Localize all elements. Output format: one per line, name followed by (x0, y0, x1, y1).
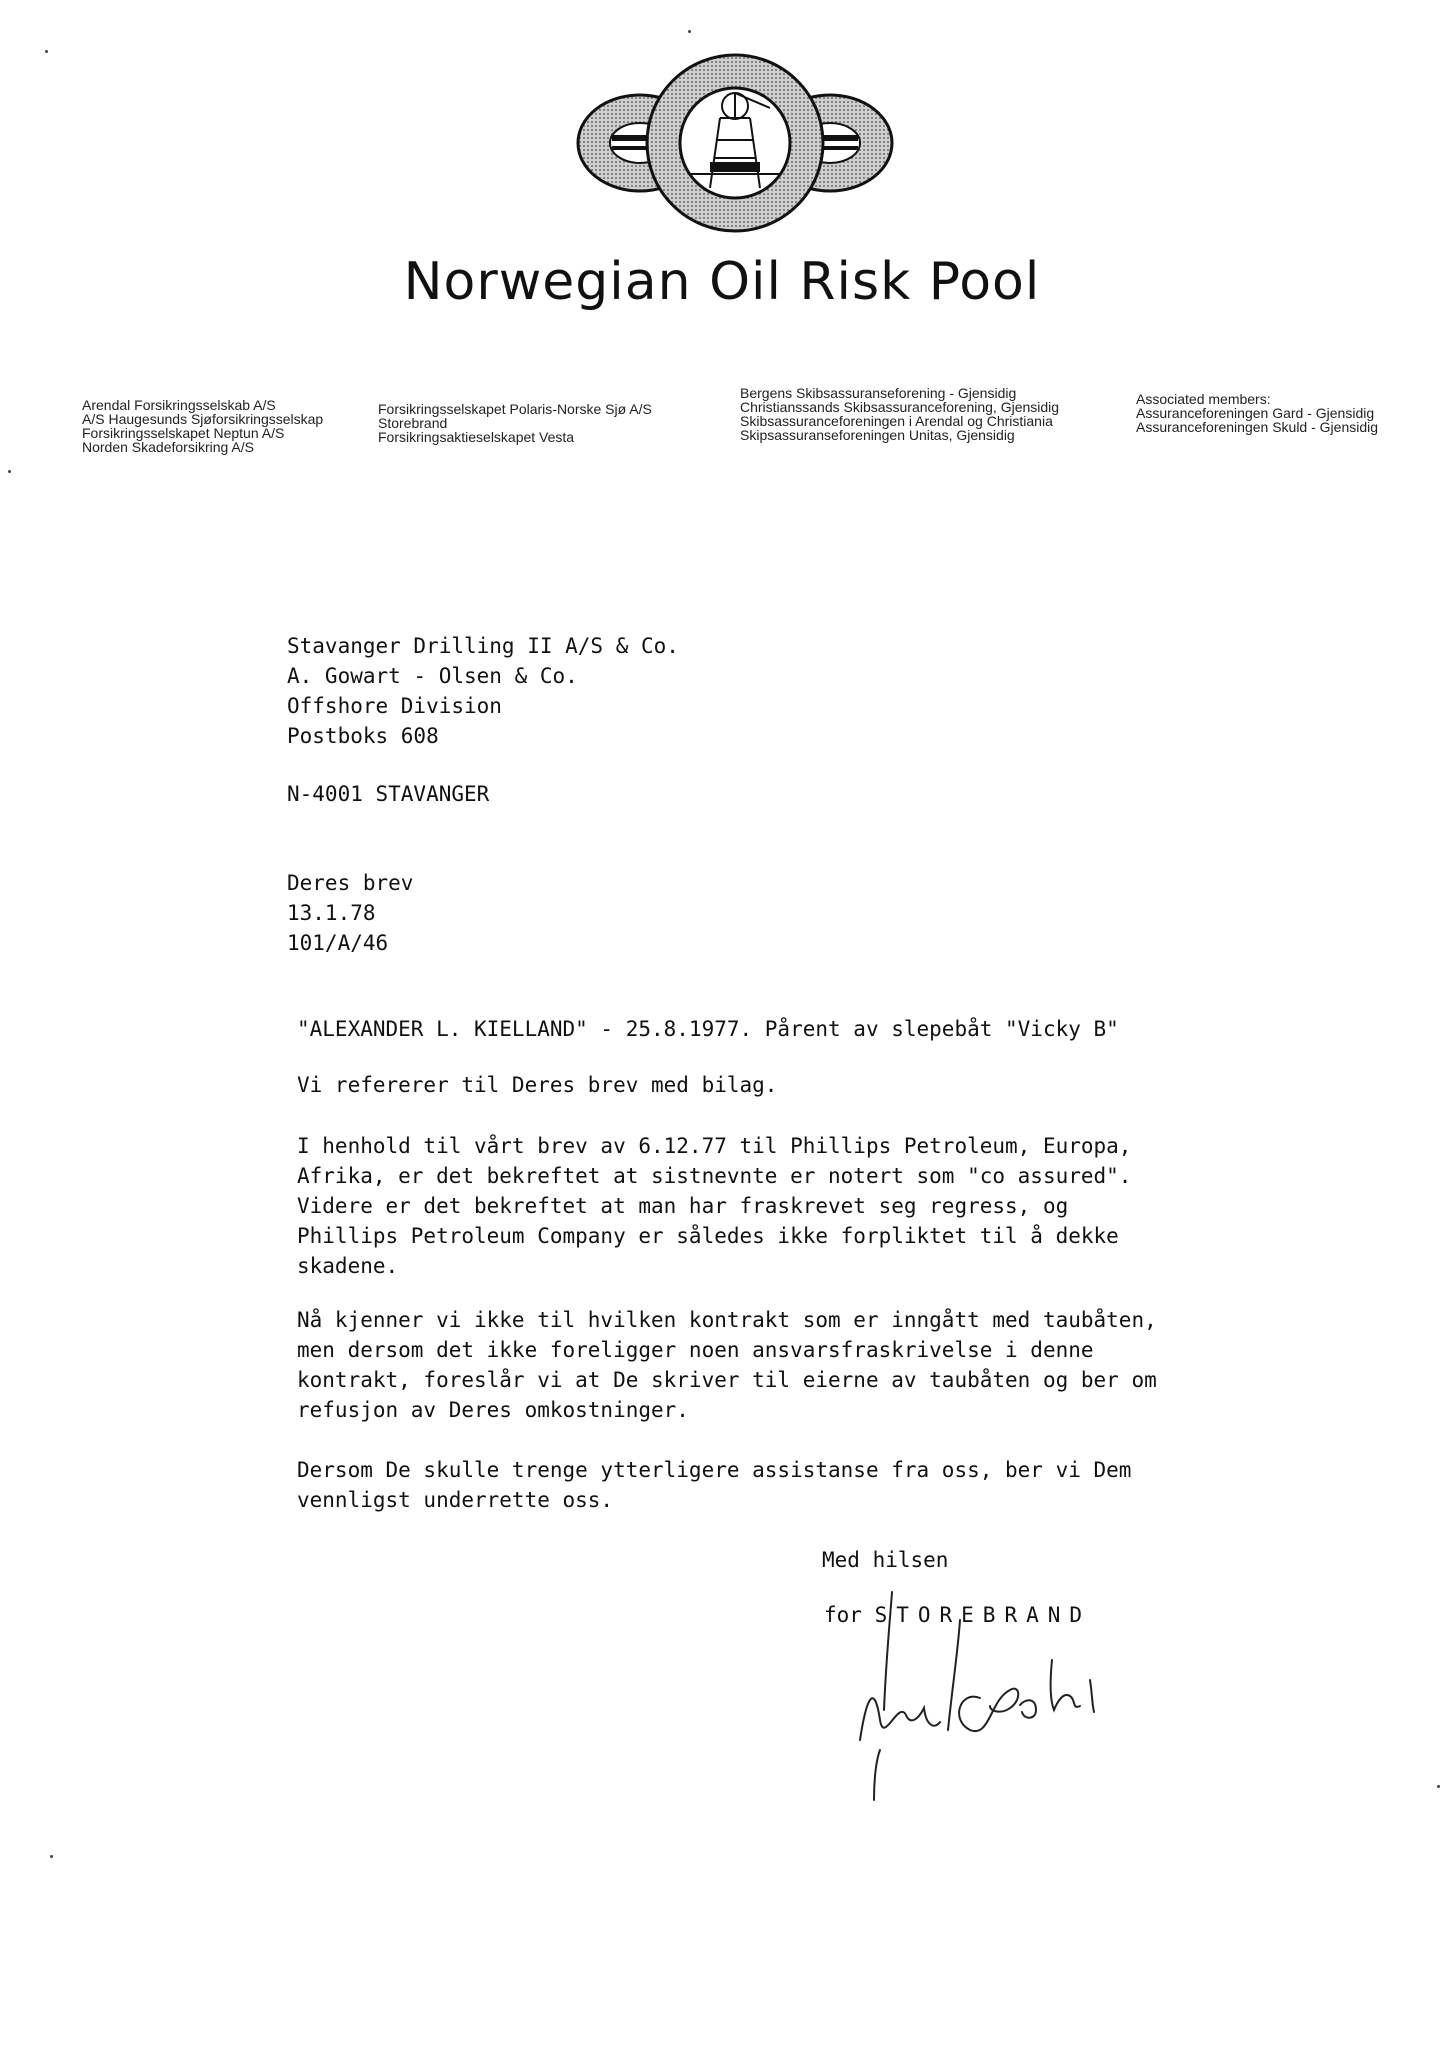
paragraph-line: refusjon av Deres omkostninger. (297, 1398, 689, 1422)
member-name: Norden Skadeforsikring A/S (82, 439, 254, 455)
paragraph-line: I henhold til vårt brev av 6.12.77 til Phillips Petroleum, Europa, (297, 1134, 1132, 1158)
signatory-prefix: for (824, 1603, 862, 1627)
member-name: Assuranceforeningen Skuld - Gjensidig (1136, 419, 1379, 435)
paragraph-line: Dersom De skulle trenge ytterligere assistanse fra oss, ber vi Dem (297, 1458, 1132, 1482)
member-name: Forsikringsselskapet Polaris-Norske Sjø A/S (378, 401, 652, 417)
address-line: Offshore Division (287, 694, 502, 718)
letterhead-title: Norwegian Oil Risk Pool (403, 252, 1041, 312)
member-name: Forsikringsselskapet Neptun A/S (82, 425, 285, 441)
scan-speck (1437, 1785, 1440, 1788)
paragraph-line: Phillips Petroleum Company er således ikke forpliktet til å dekke (297, 1224, 1119, 1248)
paragraph-line: Videre er det bekreftet at man har fraskrevet seg regress, og (297, 1194, 1069, 1218)
scan-speck (50, 1855, 53, 1858)
reference-line: 101/A/46 (287, 931, 389, 955)
address-line: Stavanger Drilling II A/S & Co. (287, 634, 679, 658)
member-name: Forsikringsaktieselskapet Vesta (378, 429, 575, 445)
member-name: Arendal Forsikringsselskab A/S (82, 397, 276, 413)
member-name: Assuranceforeningen Gard - Gjensidig (1136, 405, 1375, 421)
paragraph-line: men dersom det ikke foreligger noen ansvarsfraskrivelse i denne (297, 1338, 1094, 1362)
recipient-postal-code: N-4001 STAVANGER (287, 782, 490, 806)
body-paragraph (297, 1455, 1307, 1515)
member-name: Christianssands Skibsassuranceforening, Gjensidig (740, 399, 1060, 415)
closing-greeting: Med hilsen (822, 1548, 949, 1572)
member-name: Associated members: (1136, 391, 1271, 407)
paragraph-line: vennligst underrette oss. (297, 1488, 614, 1512)
reference-block (287, 868, 413, 958)
reference-line: 13.1.78 (287, 901, 376, 925)
paragraph-line: Nå kjenner vi ikke til hvilken kontrakt som er inngått med taubåten, (297, 1308, 1157, 1332)
paragraph-line: Vi refererer til Deres brev med bilag. (297, 1073, 778, 1097)
body-paragraph (297, 1131, 1307, 1281)
paragraph-line: Afrika, er det bekreftet at sistnevnte er notert som "co assured". (297, 1164, 1132, 1188)
member-name: Skipsassuranseforeningen Unitas, Gjensidig (740, 427, 1015, 443)
paragraph-line: kontrakt, foreslår vi at De skriver til eierne av taubåten og ber om (297, 1368, 1157, 1392)
paragraph-line: skadene. (297, 1254, 399, 1278)
signatory-company: STOREBRAND (874, 1603, 1092, 1627)
reference-line: Deres brev (287, 871, 414, 895)
member-name: Storebrand (378, 415, 448, 431)
address-line: A. Gowart - Olsen & Co. (287, 664, 578, 688)
body-paragraph (297, 1070, 1307, 1100)
handwritten-signature (840, 1580, 1170, 1810)
recipient-address (287, 631, 679, 751)
subject-line: "ALEXANDER L. KIELLAND" - 25.8.1977. Pårent av slepebåt "Vicky B" (297, 1017, 1119, 1041)
scan-speck (45, 50, 48, 53)
member-column (1136, 392, 1378, 434)
member-companies (82, 386, 1422, 466)
scan-speck (8, 470, 11, 473)
address-line: Postboks 608 (287, 724, 439, 748)
member-name: Skibsassuranceforeningen i Arendal og Christiania (740, 413, 1053, 429)
scan-speck (688, 30, 691, 33)
member-column (378, 402, 652, 444)
body-paragraph (297, 1305, 1307, 1425)
member-column (740, 386, 1059, 442)
member-name: Bergens Skibsassuranseforening - Gjensidig (740, 385, 1017, 401)
member-column (82, 398, 323, 454)
member-name: A/S Haugesunds Sjøforsikringsselskap (82, 411, 324, 427)
oil-rig-logo-icon (570, 48, 900, 238)
